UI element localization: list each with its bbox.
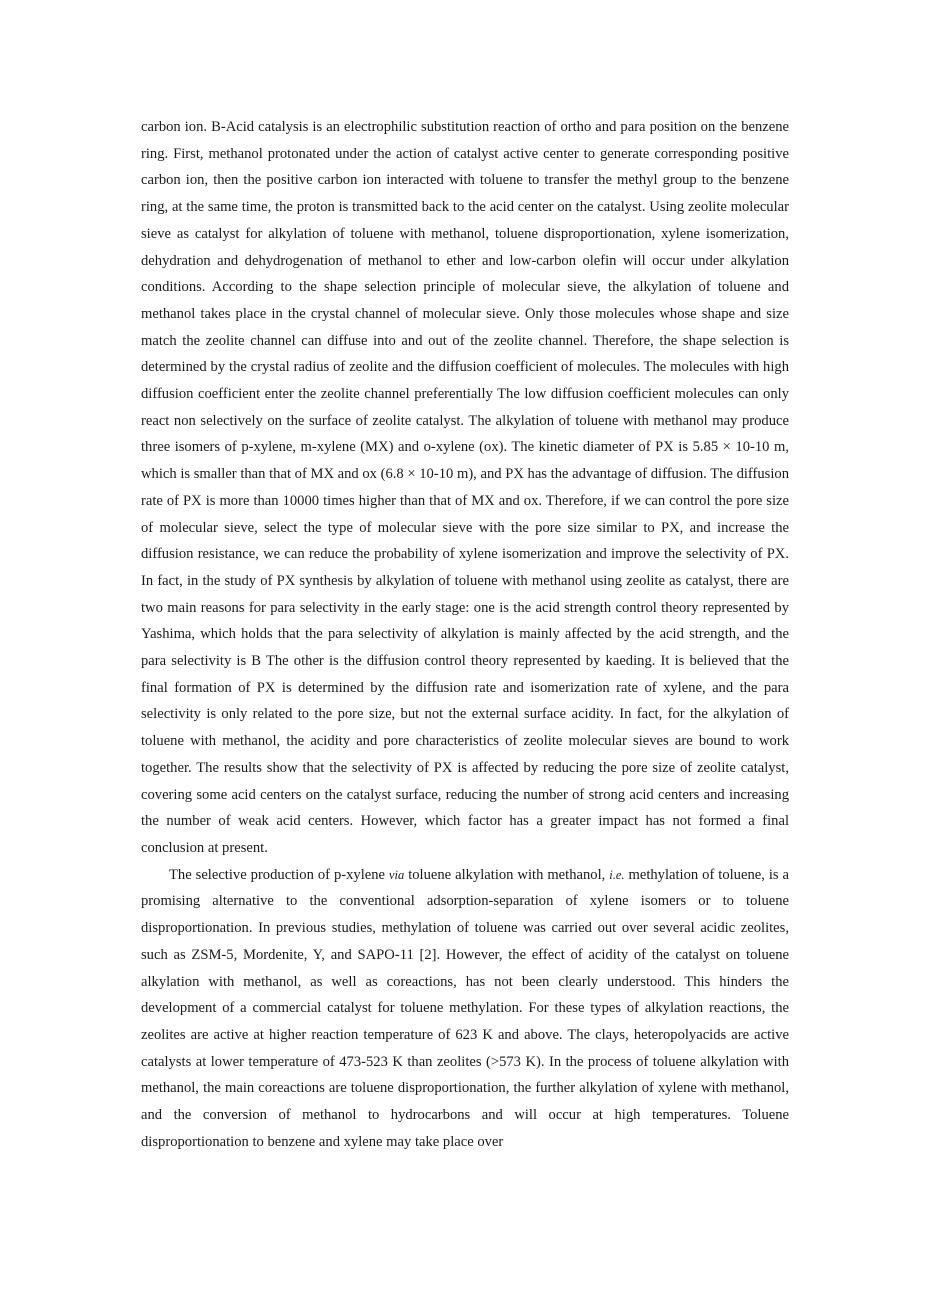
paragraph-2-part-a: The selective production of p-xylene [169, 866, 389, 883]
paragraph-2-part-b: toluene alkylation with methanol, [404, 866, 610, 883]
italic-ie: i.e. [609, 867, 625, 882]
paragraph-1: carbon ion. B-Acid catalysis is an electrophilic substitution reaction of ortho and para position on the benzene ring. First, methanol protonated under the action of catalyst active center to generate corresponding positive carbon ion, then the positive carbon ion interacted with toluene to transfer the methyl group to the benzene ring, at the same time, the proton is transmitted back to the acid center on the catalyst. Using zeolite molecular sieve as catalyst for alkylation of toluene with methanol, toluene disproportionation, xylene isomerization, dehydration and dehydrogenation of methanol to ether and low-carbon olefin will occur under alkylation conditions. According to the shape selection principle of molecular sieve, the alkylation of toluene and methanol takes place in the crystal channel of molecular sieve. Only those molecules whose shape and size match the zeolite channel can diffuse into and out of the zeolite channel. Therefore, the shape selection is determined by the crystal radius of zeolite and the diffusion coefficient of molecules. The molecules with high diffusion coefficient enter the zeolite channel preferentially The low diffusion coefficient molecules can only react non selectively on the surface of zeolite catalyst. The alkylation of toluene with methanol may produce three isomers of p-xylene, m-xylene (MX) and o-xylene (ox). The kinetic diameter of PX is 5.85 × 10-10 m, which is smaller than that of MX and ox (6.8 × 10-10 m), and PX has the advantage of diffusion. The diffusion rate of PX is more than 10000 times higher than that of MX and ox. Therefore, if we can control the pore size of molecular sieve, select the type of molecular sieve with the pore size similar to PX, and increase the diffusion resistance, we can reduce the probability of xylene isomerization and improve the selectivity of PX. In fact, in the study of PX synthesis by alkylation of toluene with methanol using zeolite as catalyst, there are two main reasons for para selectivity in the early stage: one is the acid strength control theory represented by Yashima, which holds that the para selectivity of alkylation is mainly affected by the acid strength, and the para selectivity is B The other is the diffusion control theory represented by kaeding. It is believed that the final formation of PX is determined by the diffusion rate and isomerization rate of xylene, and the para selectivity is only related to the pore size, but not the external surface acidity. In fact, for the alkylation of toluene with methanol, the acidity and pore characteristics of zeolite molecular sieves are bound to work together. The results show that the selectivity of PX is affected by reducing the pore size of zeolite catalyst, covering some acid centers on the catalyst surface, reducing the number of strong acid centers and increasing the number of weak acid centers. However, which factor has a greater impact has not formed a final conclusion at present. [141, 119, 789, 856]
italic-via: via [388, 867, 405, 882]
document-page [141, 114, 789, 1155]
paragraph-2-part-c: methylation of toluene, is a promising alternative to the conventional adsorption-separation of xylene isomers or to toluene disproportionation. In previous studies, methylation of toluene was carried out over several acidic zeolites, such as ZSM-5, Mordenite, Y, and SAPO-11 [2]. However, the effect of acidity of the catalyst on toluene alkylation with methanol, as well as coreactions, has not been clearly understood. This hinders the development of a commercial catalyst for toluene methylation. For these types of alkylation reactions, the zeolites are active at higher reaction temperature of 623 K and above. The clays, heteropolyacids are active catalysts at lower temperature of 473-523 K than zeolites (>573 K). In the process of toluene alkylation with methanol, the main coreactions are toluene disproportionation, the further alkylation of xylene with methanol, and the conversion of methanol to hydrocarbons and will occur at high temperatures. Toluene disproportionation to benzene and xylene may take place over [141, 866, 789, 1150]
paragraph-2 [141, 862, 789, 1156]
